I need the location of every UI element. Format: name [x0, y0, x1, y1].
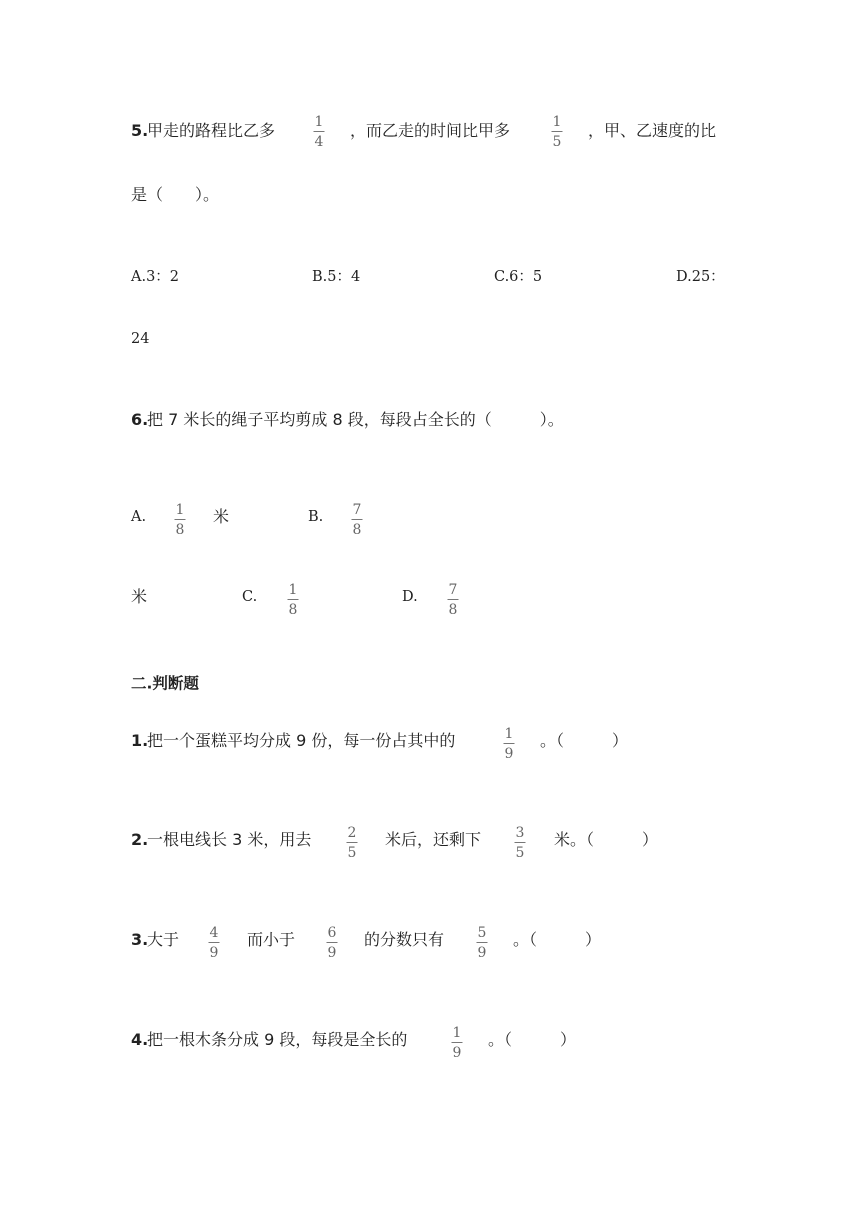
option-d-label[interactable]: D. [402, 588, 418, 605]
fraction-bar [515, 842, 526, 843]
fraction-numerator: 4 [209, 925, 219, 941]
fraction-bar [452, 1042, 463, 1043]
fraction-bar [327, 942, 338, 943]
fraction [352, 503, 363, 537]
option-d[interactable]: D.25： [676, 268, 725, 285]
unit-text: 米 [131, 587, 148, 606]
answer-blank[interactable]: 。（ ） [513, 930, 602, 949]
fraction-denominator: 5 [515, 845, 525, 861]
question-number: 4. [131, 1030, 149, 1049]
option-b[interactable]: B.5：4 [312, 268, 361, 285]
question-text: ，甲、乙速度的比 [588, 121, 717, 140]
option-c-label[interactable]: C. [242, 588, 258, 605]
question-text: 米后，还剩下 [385, 830, 482, 849]
option-d-continued: 24 [131, 330, 150, 347]
fraction-numerator: 1 [552, 114, 562, 130]
fraction-numerator: 2 [347, 825, 357, 841]
fraction-denominator: 4 [314, 134, 324, 150]
question-number: 3. [131, 930, 149, 949]
fraction [175, 503, 186, 537]
question-text: 甲走的路程比乙多 [147, 121, 276, 140]
fraction [209, 926, 220, 960]
fraction-numerator: 3 [515, 825, 525, 841]
question-number: 2. [131, 830, 149, 849]
question-number: 1. [131, 731, 149, 750]
question-number: 6. [131, 410, 149, 429]
fraction-numerator: 7 [448, 582, 458, 598]
answer-blank[interactable]: 。（ ） [540, 731, 629, 750]
fraction [452, 1026, 463, 1060]
question-text: 把一个蛋糕平均分成 9 份，每一份占其中的 [147, 731, 456, 750]
question-text: ，而乙走的时间比甲多 [350, 121, 511, 140]
fraction-bar [175, 519, 186, 520]
answer-blank[interactable]: 米。（ ） [554, 830, 659, 849]
fraction-denominator: 9 [327, 945, 337, 961]
question-text: 而小于 [247, 930, 296, 949]
fraction-numerator: 1 [175, 502, 185, 518]
fraction-bar [448, 599, 459, 600]
fraction [552, 115, 563, 149]
option-a-label[interactable]: A. [131, 508, 147, 525]
fraction-denominator: 8 [288, 602, 298, 618]
fraction-denominator: 5 [552, 134, 562, 150]
question-text: 把 7 米长的绳子平均剪成 8 段，每段占全长的（ ）。 [147, 410, 564, 429]
fraction [347, 826, 358, 860]
question-text: 一根电线长 3 米，用去 [147, 830, 312, 849]
question-text: 的分数只有 [364, 930, 445, 949]
fraction-bar [552, 131, 563, 132]
question-text: 是（ ）。 [131, 185, 220, 204]
fraction-bar [288, 599, 299, 600]
section-heading: 二.判断题 [131, 674, 199, 693]
fraction [327, 926, 338, 960]
fraction-bar [504, 743, 515, 744]
fraction-denominator: 8 [448, 602, 458, 618]
fraction-numerator: 1 [452, 1025, 462, 1041]
fraction-bar [209, 942, 220, 943]
fraction-denominator: 9 [504, 746, 514, 762]
fraction-denominator: 5 [347, 845, 357, 861]
option-c[interactable]: C.6：5 [494, 268, 543, 285]
fraction-numerator: 7 [352, 502, 362, 518]
fraction-numerator: 1 [314, 114, 324, 130]
fraction-bar [477, 942, 488, 943]
fraction-numerator: 1 [288, 582, 298, 598]
fraction [515, 826, 526, 860]
question-text: 把一根木条分成 9 段，每段是全长的 [147, 1030, 408, 1049]
fraction-numerator: 1 [504, 726, 514, 742]
fraction-numerator: 6 [327, 925, 337, 941]
fraction-denominator: 9 [452, 1045, 462, 1061]
fraction-bar [352, 519, 363, 520]
fraction [504, 727, 515, 761]
fraction-denominator: 9 [209, 945, 219, 961]
fraction [288, 583, 299, 617]
fraction-bar [314, 131, 325, 132]
fraction [448, 583, 459, 617]
answer-blank[interactable]: 。（ ） [488, 1030, 577, 1049]
fraction [314, 115, 325, 149]
fraction-denominator: 8 [175, 522, 185, 538]
fraction-denominator: 8 [352, 522, 362, 538]
question-number: 5. [131, 121, 149, 140]
question-text: 大于 [147, 930, 180, 949]
option-a[interactable]: A.3：2 [131, 268, 180, 285]
fraction-denominator: 9 [477, 945, 487, 961]
unit-text: 米 [213, 507, 230, 526]
fraction-bar [347, 842, 358, 843]
fraction-numerator: 5 [477, 925, 487, 941]
option-b-label[interactable]: B. [308, 508, 324, 525]
fraction [477, 926, 488, 960]
